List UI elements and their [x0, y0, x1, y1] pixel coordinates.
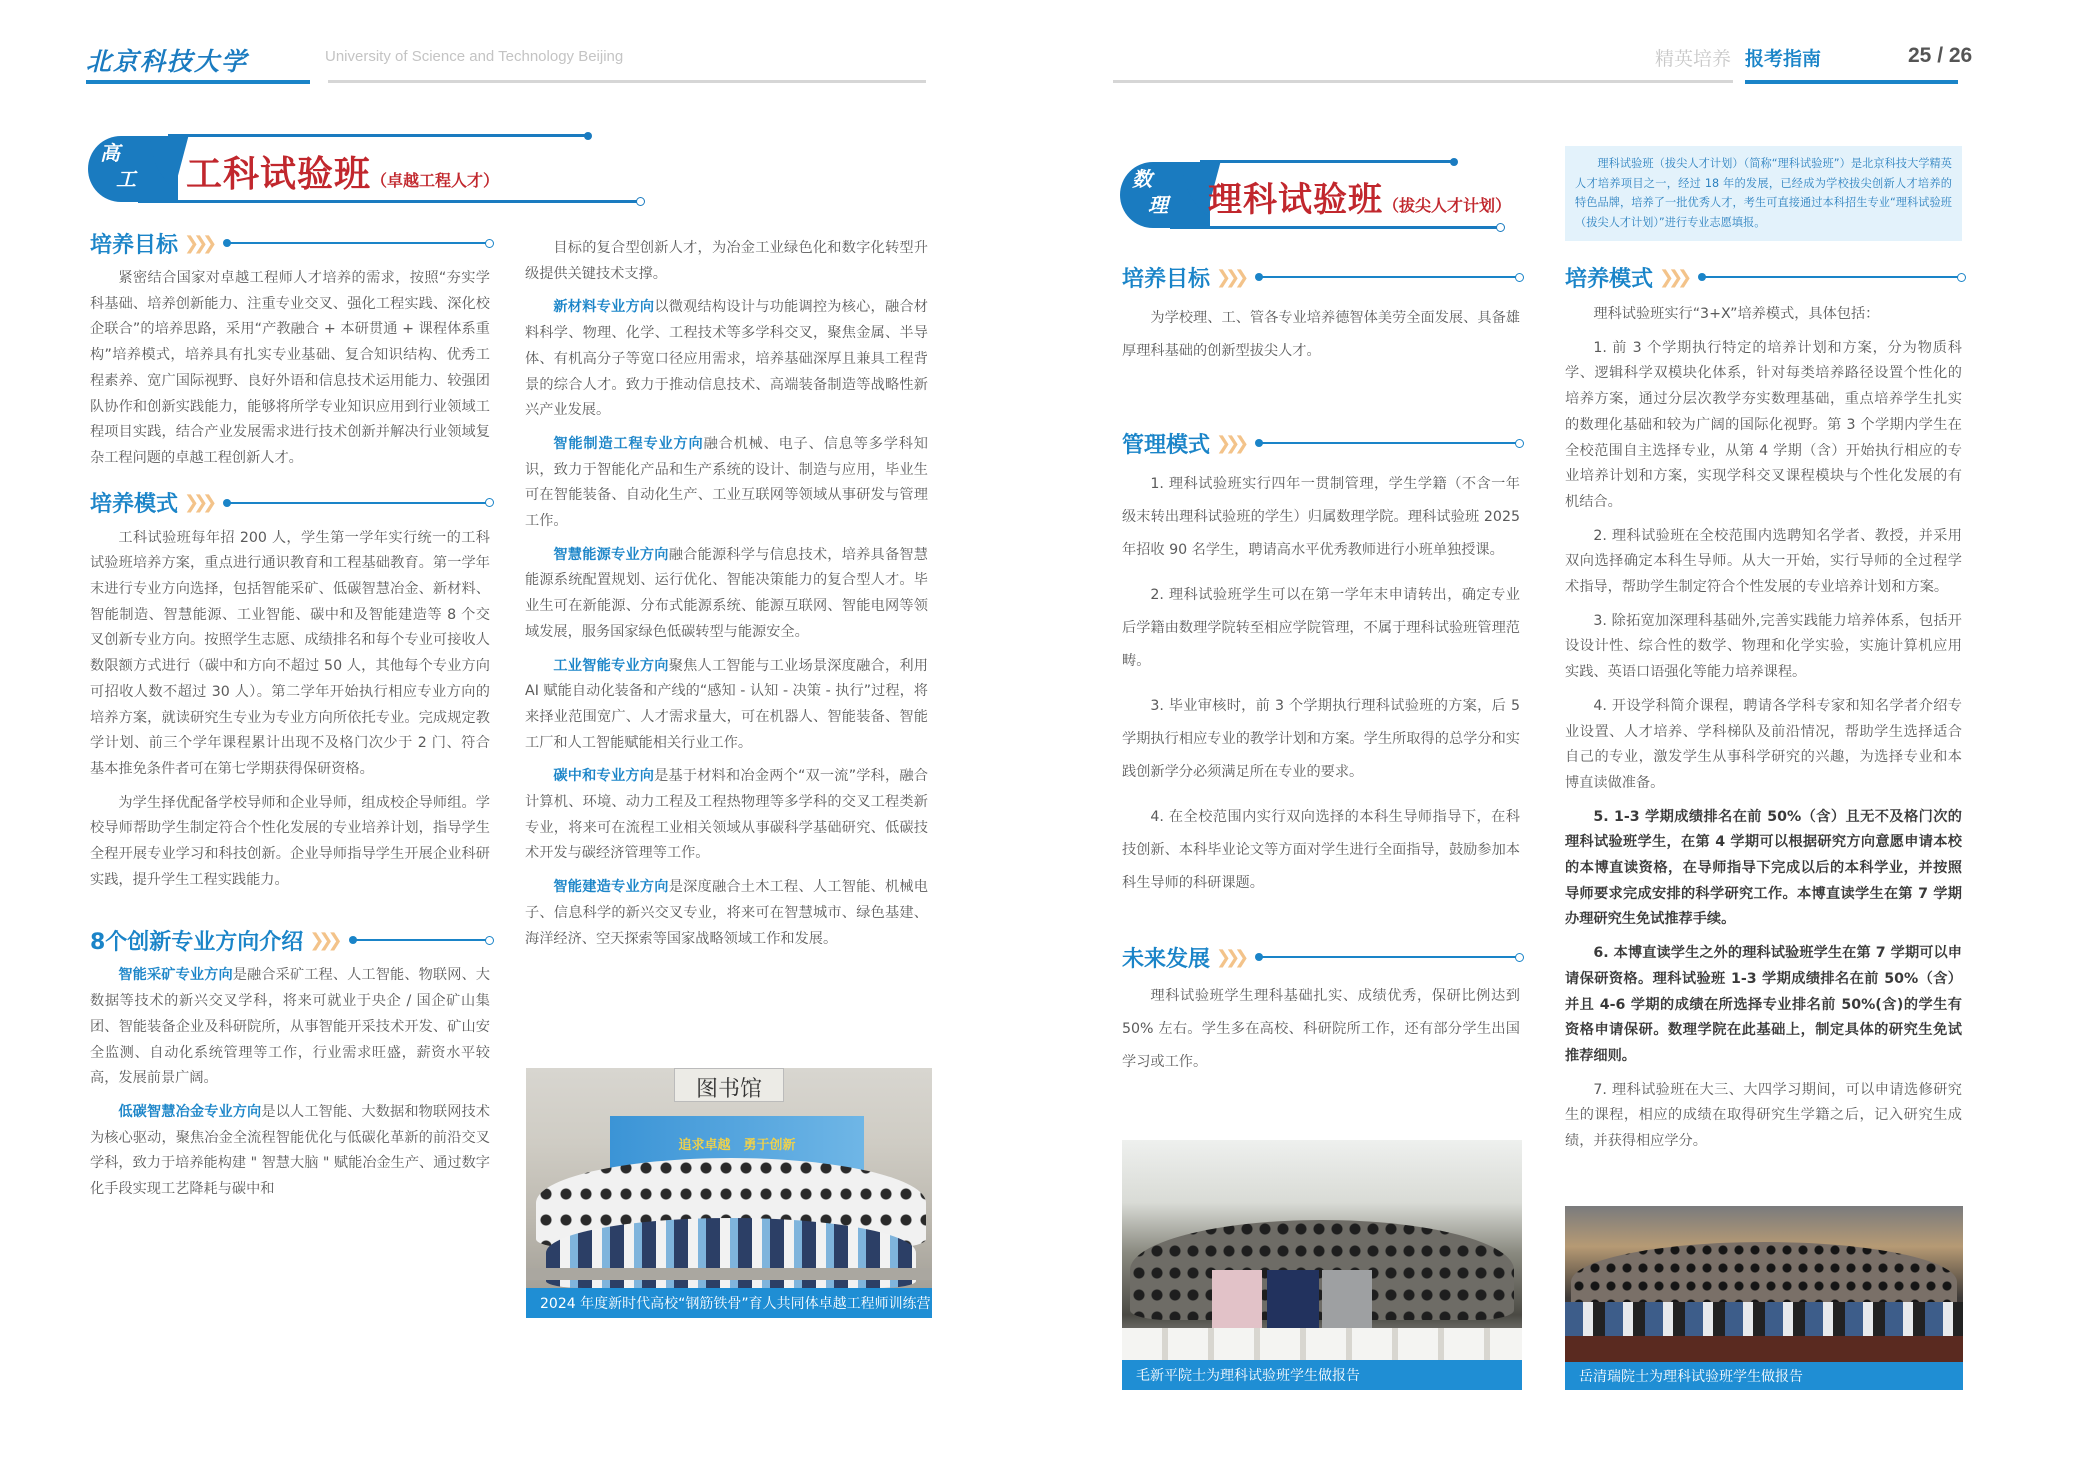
right-column-1: [1122, 260, 1520, 1079]
direction-intelligent-construction: 智能建造专业方向是深度融合土木工程、人工智能、机械电子、信息科学的新兴交叉专业，将来可在智慧城市、绿色基建、海洋经济、空天探索等国家战略领域工作和发展。: [525, 879, 928, 947]
middle-column: [525, 236, 928, 952]
paragraph: 3. 除拓宽加深理科基础外,完善实践能力培养体系，包括开设设计性、综合性的数学、物理和化学实验，实施计算机应用实践、英语口语强化等能力培养课程。: [1565, 612, 1962, 681]
group-photo-image: [526, 1068, 932, 1318]
paragraph: 1. 理科试验班实行四年一贯制管理，学生学籍（不含一年级末转出理科试验班的学生）归属数理学院。理科试验班 2025 年招收 90 名学生，聘请高水平优秀教师进行小班单独授课。: [1122, 476, 1520, 558]
direction-smart-energy: 智慧能源专业方向融合能源科学与信息技术，培养具备智慧能源系统配置规划、运行优化、智能决策能力的复合型人才。毕业生可在新能源、分布式能源系统、能源互联网、智能电网等领域发展，服务国家绿色低碳转型与能源安全。: [525, 546, 928, 640]
university-english-name: University of Science and Technology Beijing: [325, 48, 624, 65]
chevron-icon: ❯❯❯: [1216, 266, 1244, 288]
paragraph: 2. 理科试验班学生可以在第一学年末申请转出，确定专业后学籍由数理学院转至相应学院管理，不属于理科试验班管理范畴。: [1122, 587, 1520, 669]
banner-badge: 数 理: [1132, 167, 1168, 217]
heading-rule: [1702, 276, 1962, 278]
photo-training-camp: [526, 1068, 932, 1318]
paragraph: 3. 毕业审核时，前 3 个学期执行理科试验班的方案，后 5 学期执行相应专业的教学计划和方案。学生所取得的总学分和实践创新学分必须满足所在专业的要求。: [1122, 698, 1520, 780]
photo-lecture-mao: [1122, 1140, 1522, 1390]
photo-lecture-yue: [1565, 1206, 1963, 1390]
paragraph: 工科试验班每年招 200 人，学生第一学年实行统一的工科试验班培养方案，重点进行通识教育和工程基础教育。第一学年末进行专业方向选择，包括智能采矿、低碳智慧冶金、新材料、智能制造、智慧能源、工业智能、碳中和及智能建造等 8 个交叉创新专业方向。按照学生志愿、成绩排名和每个专业可接收人数限额方式进行（碳中和方向不超过 50 人，其他每个专业方向可招收人数不超过 30 人）。第二学年开始执行相应专业方向的培养方案，就读研究生专业为专业方向所依托专业。完成规定教学计划、前三个学年课程累计出现不及格门次少于 2 门、符合基本推免条件者可在第七学期获得保研资格。: [90, 529, 490, 777]
direction-new-materials: 新材料专业方向以微观结构设计与功能调控为核心，融合材料科学、物理、化学、工程技术等多学科交叉，聚焦金属、半导体、有机高分子等宽口径应用需求，培养基础深厚且兼具工程背景的综合人才。致力于推动信息技术、高端装备制造等战略性新兴产业发展。: [525, 299, 928, 419]
header-rule-right: [1113, 80, 1733, 83]
direction-metallurgy-continued: 目标的复合型创新人才，为冶金工业绿色化和数字化转型升级提供关键技术支撑。: [525, 240, 928, 282]
lecture-photo-image: [1122, 1140, 1522, 1390]
paragraph: 理科试验班学生理科基础扎实、成绩优秀，保研比例达到 50% 左右。学生多在高校、科研院所工作，还有部分学生出国学习或工作。: [1122, 988, 1520, 1070]
section-heading-mode: 培养模式 ❯❯❯: [90, 486, 490, 520]
section-heading-future: 未来发展 ❯❯❯: [1122, 940, 1520, 974]
banner-ring-icon: [636, 197, 645, 206]
section-heading-goal: 培养目标 ❯❯❯: [1122, 260, 1520, 294]
paragraph: 为学校理、工、管各专业培养德智体美劳全面发展、具备雄厚理科基础的创新型拔尖人才。: [1122, 310, 1520, 359]
class-banner-science: [1120, 152, 1540, 252]
heading-rule: [353, 939, 490, 941]
class-title: 理科试验班（拔尖人才计划）: [1208, 180, 1512, 220]
direction-carbon-neutrality: 碳中和专业方向是基于材料和冶金两个“双一流”学科，融合计算机、环境、动力工程及工程热物理等多学科的交叉工程类新专业，将来可在流程工业相关领域从事碳科学基础研究、低碳技术开发与碳经济管理等工作。: [525, 768, 928, 862]
paragraph-emphasis: 5. 1-3 学期成绩排名在前 50%（含）且无不及格门次的理科试验班学生，在第 4 学期可以根据研究方向意愿申请本校的本博直读资格，在导师指导下完成以后的本科学业，并按照导师要求完成安排的科学研究工作。本博直读学生在第 7 学期办理研究生免试推荐手续。: [1565, 808, 1962, 928]
paragraph: 4. 在全校范围内实行双向选择的本科生导师指导下，在科技创新、本科毕业论文等方面对学生进行全面指导，鼓励参加本科生导师的科研课题。: [1122, 809, 1520, 891]
paragraph: 4. 开设学科简介课程，聘请各学科专家和知名学者介绍专业设置、人才培养、学科梯队及前沿情况，帮助学生选择适合自己的专业，激发学生从事科学研究的兴趣，为选择专业和本博直读做准备。: [1565, 697, 1962, 791]
direction-intelligent-manufacturing: 智能制造工程专业方向融合机械、电子、信息等多学科知识，致力于智能化产品和生产系统的设计、制造与应用，毕业生可在智能装备、自动化生产、工业互联网等领域从事研发与管理工作。: [525, 435, 928, 530]
section-heading-mode: 培养模式 ❯❯❯: [1565, 260, 1962, 294]
intro-text: 理科试验班（拔尖人才计划）（简称“理科试验班”）是北京科技大学精英人才培养项目之一，经过 18 年的发展，已经成为学校拔尖创新人才培养的特色品牌，培养了一批优秀人才，考生可直接通过本科招生专业“理科试验班（拔尖人才计划）”进行专业志愿填报。: [1575, 157, 1952, 229]
photo-caption: 岳清瑞院士为理科试验班学生做报告: [1565, 1362, 1963, 1390]
paragraph-emphasis: 6. 本博直读学生之外的理科试验班学生在第 7 学期可以申请保研资格。理科试验班 1-3 学期成绩排名在前 50%（含）并且 4-6 学期的成绩在所选择专业排名前 50%(含)的学生有资格申请保研。数理学院在此基础上，制定具体的研究生免试推荐细则。: [1565, 945, 1962, 1064]
section-heading-directions: 8个创新专业方向介绍 ❯❯❯: [90, 923, 490, 957]
heading-rule: [1259, 442, 1520, 444]
header-rule-left-accent: [86, 80, 310, 84]
event-banner-text: 追求卓越 勇于创新: [678, 1138, 796, 1153]
chevron-icon: ❯❯❯: [1659, 266, 1687, 288]
paragraph: 2. 理科试验班在全校范围内选聘知名学者、教授，并采用双向选择确定本科生导师。从大一开始，实行导师的全过程学术指导，帮助学生制定符合个性发展的专业培养计划和方案。: [1565, 527, 1962, 596]
header-tag-guide[interactable]: 报考指南: [1745, 49, 1822, 70]
banner-dot-icon: [584, 132, 592, 140]
heading-rule: [227, 502, 490, 504]
header-rule-left: [328, 80, 926, 83]
chevron-icon: ❯❯❯: [184, 492, 212, 514]
chevron-icon: ❯❯❯: [1216, 432, 1244, 454]
left-column: [90, 226, 490, 1203]
banner-ring-icon: [1496, 223, 1505, 232]
photo-caption: 2024 年度新时代高校“钢筋铁骨”育人共同体卓越工程师训练营: [526, 1288, 932, 1318]
library-sign: 图书馆: [695, 1077, 762, 1102]
paragraph: 7. 理科试验班在大三、大四学习期间，可以申请选修研究生的课程，相应的成绩在取得研究生学籍之后，记入研究生成绩，并获得相应学分。: [1565, 1081, 1962, 1150]
paragraph: 为学生择优配备学校导师和企业导师，组成校企导师组。学校导师帮助学生制定符合个性化发展的专业培养计划，指导学生全程开展专业学习和科技创新。企业导师指导学生开展企业科研实践，提升学生工程实践能力。: [90, 794, 490, 888]
header-rule-right-accent: [1745, 80, 1958, 84]
paragraph: 理科试验班实行“3+X”培养模式，具体包括：: [1593, 306, 1880, 322]
paragraph: 1. 前 3 个学期执行特定的培养计划和方案，分为物质科学、逻辑科学双模块化体系，针对每类培养路径设置个性化的培养方案，通过分层次教学夯实数理基础，重点培养学生扎实的数理化基础和较为广阔的国际化视野。第 3 个学期内学生在全校范围自主选择专业，从第 4 学期（含）开始执行相应的专业培养计划和方案，实现学科交叉课程模块与个性化发展的有机结合。: [1565, 339, 1962, 510]
photo-caption: 毛新平院士为理科试验班学生做报告: [1122, 1360, 1522, 1390]
direction-metallurgy: 低碳智慧冶金专业方向是以人工智能、大数据和物联网技术为核心驱动，聚焦冶金全流程智能优化与低碳化革新的前沿交叉学科，致力于培养能构建 " 智慧大脑 " 赋能冶金生产、通过数字化手段实现工艺降耗与碳中和: [90, 1103, 490, 1198]
heading-rule: [1259, 956, 1520, 958]
banner-badge: 高 工: [100, 141, 136, 191]
university-logo: 北京科技大学: [86, 47, 249, 76]
chevron-icon: ❯❯❯: [309, 929, 337, 951]
page-numbers: 25 / 26: [1908, 44, 1973, 67]
section-heading-management: 管理模式 ❯❯❯: [1122, 426, 1520, 460]
class-title: 工科试验班（卓越工程人才）: [186, 154, 500, 195]
heading-rule: [227, 242, 490, 244]
class-banner-engineering: [88, 126, 558, 226]
chevron-icon: ❯❯❯: [184, 232, 212, 254]
header-tag-elite[interactable]: 精英培养: [1655, 49, 1732, 70]
right-column-2: [1565, 260, 1962, 1155]
heading-rule: [1259, 276, 1520, 278]
intro-box: [1565, 146, 1962, 241]
direction-industrial-intelligence: 工业智能专业方向聚焦人工智能与工业场景深度融合，利用 AI 赋能自动化装备和产线的“感知 - 认知 - 决策 - 执行”过程，将来择业范围宽广、人才需求量大，可在机器人、智能装备、智能工厂和人工智能赋能相关行业工作。: [525, 657, 928, 751]
banner-dot-icon: [1450, 158, 1458, 166]
section-heading-goal: 培养目标 ❯❯❯: [90, 226, 490, 260]
direction-mining: 智能采矿专业方向是融合采矿工程、人工智能、物联网、大数据等技术的新兴交叉学科，将来可就业于央企 / 国企矿山集团、智能装备企业及科研院所，从事智能开采技术开发、矿山安全监测、自动化系统管理等工作，行业需求旺盛，薪资水平较高，发展前景广阔。: [90, 967, 490, 1087]
paragraph: 紧密结合国家对卓越工程师人才培养的需求，按照“夯实学科基础、培养创新能力、注重专业交叉、强化工程实践、深化校企联合”的培养思路，采用“产教融合 + 本研贯通 + 课程体系重构”培养模式，培养具有扎实专业基础、复合知识结构、优秀工程素养、宽广国际视野、良好外语和信息技术运用能力、较强团队协作和创新实践能力，能够将所学专业知识应用到行业领域工程项目实践，结合产业发展需求进行技术创新并解决行业领域复杂工程问题的卓越工程创新人才。: [90, 270, 490, 466]
chevron-icon: ❯❯❯: [1216, 946, 1244, 968]
